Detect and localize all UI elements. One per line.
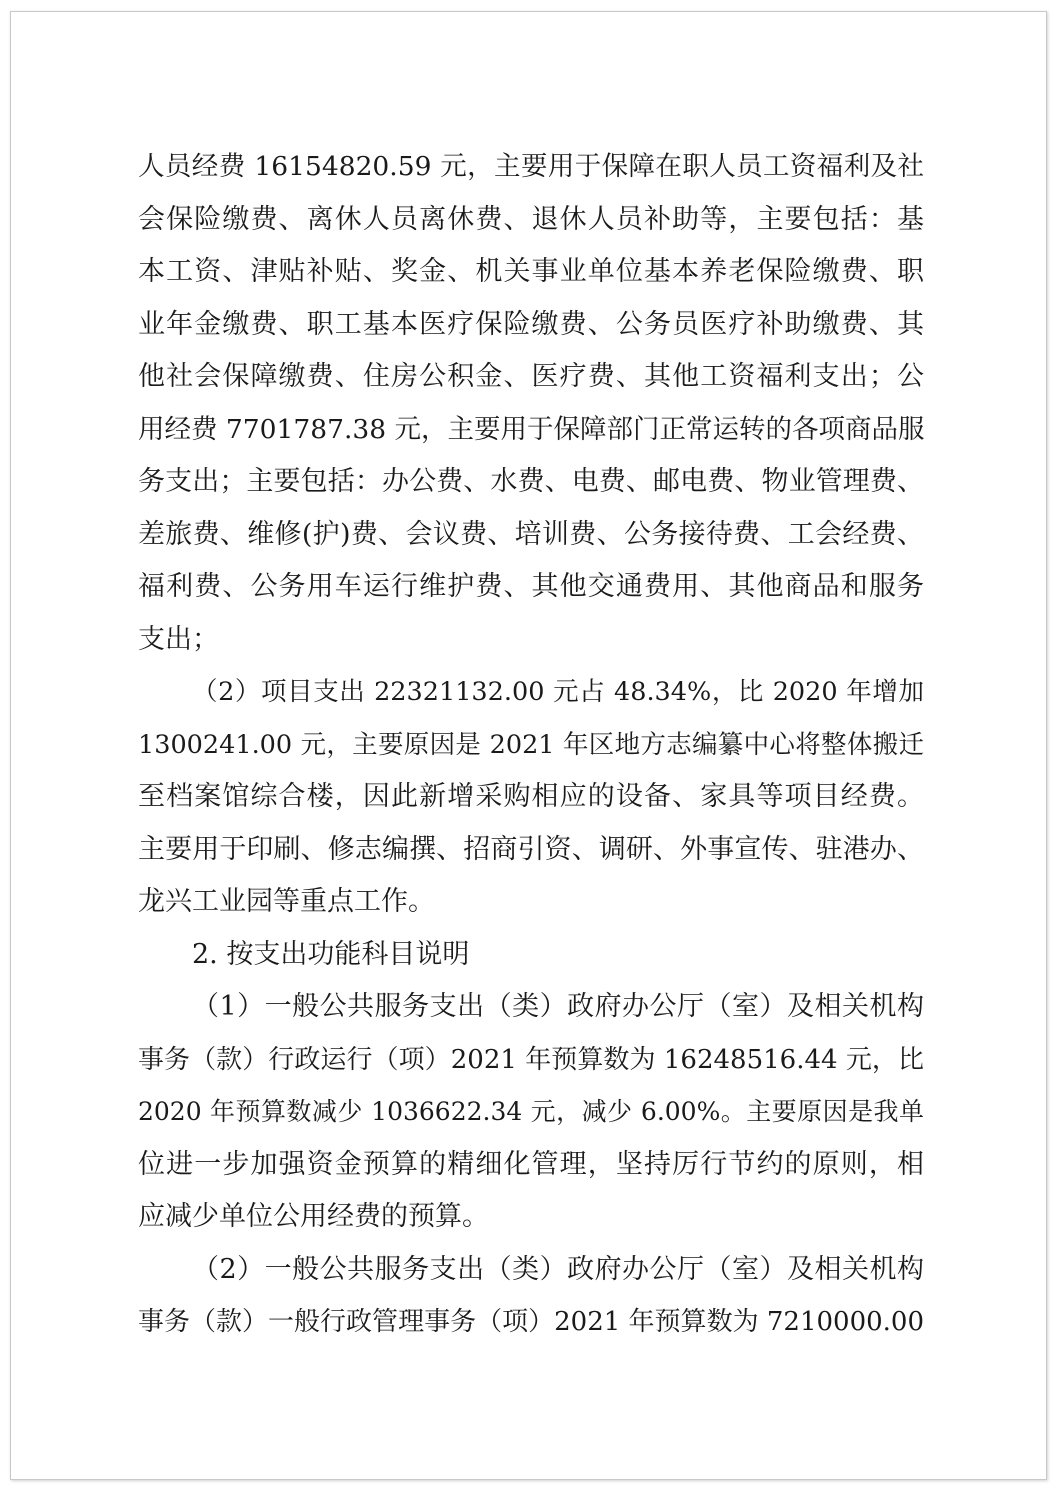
text-line: 人员经费 16154820.59 元，主要用于保障在职人员工资福利及社 <box>138 151 924 182</box>
text-line: 福利费、公务用车运行维护费、其他交通费用、其他商品和服务 <box>138 571 924 602</box>
text-line: 2020 年预算数减少 1036622.34 元，减少 6.00%。主要原因是我单 <box>138 1097 924 1126</box>
text-line: （2）一般公共服务支出（类）政府办公厅（室）及相关机构 <box>192 1253 924 1285</box>
text-line: 至档案馆综合楼，因此新增采购相应的设备、家具等项目经费。 <box>138 781 924 812</box>
text-line: 他社会保障缴费、住房公积金、医疗费、其他工资福利支出；公 <box>138 361 924 392</box>
text-line: 务支出；主要包括：办公费、水费、电费、邮电费、物业管理费、 <box>138 466 924 497</box>
text-line: 用经费 7701787.38 元，主要用于保障部门正常运转的各项商品服 <box>138 413 925 445</box>
text-line: 应减少单位公用经费的预算。 <box>138 1201 489 1232</box>
text-line: 主要用于印刷、修志编撰、招商引资、调研、外事宣传、驻港办、 <box>138 833 924 865</box>
text-line: 事务（款）一般行政管理事务（项）2021 年预算数为 7210000.00 <box>138 1307 924 1337</box>
document-body <box>138 141 924 1349</box>
text-line: 支出； <box>138 623 219 655</box>
text-line: 2. 按支出功能科目说明 <box>192 938 470 970</box>
text-line: （2）项目支出 22321132.00 元占 48.34%，比 2020 年增加 <box>192 677 924 707</box>
text-line: 事务（款）行政运行（项）2021 年预算数为 16248516.44 元，比 <box>138 1044 924 1075</box>
text-line: 1300241.00 元，主要原因是 2021 年区地方志编纂中心将整体搬迁 <box>138 729 924 760</box>
text-line: 龙兴工业园等重点工作。 <box>138 886 435 917</box>
text-line: 本工资、津贴补贴、奖金、机关事业单位基本养老保险缴费、职 <box>138 256 924 287</box>
text-line: 业年金缴费、职工基本医疗保险缴费、公务员医疗补助缴费、其 <box>138 308 924 340</box>
text-line: 差旅费、维修(护)费、会议费、培训费、公务接待费、工会经费、 <box>138 518 924 550</box>
text-line: 位进一步加强资金预算的精细化管理，坚持厉行节约的原则，相 <box>138 1148 924 1180</box>
text-line: 会保险缴费、离休人员离休费、退休人员补助等，主要包括：基 <box>138 203 924 235</box>
text-line: （1）一般公共服务支出（类）政府办公厅（室）及相关机构 <box>192 991 924 1022</box>
